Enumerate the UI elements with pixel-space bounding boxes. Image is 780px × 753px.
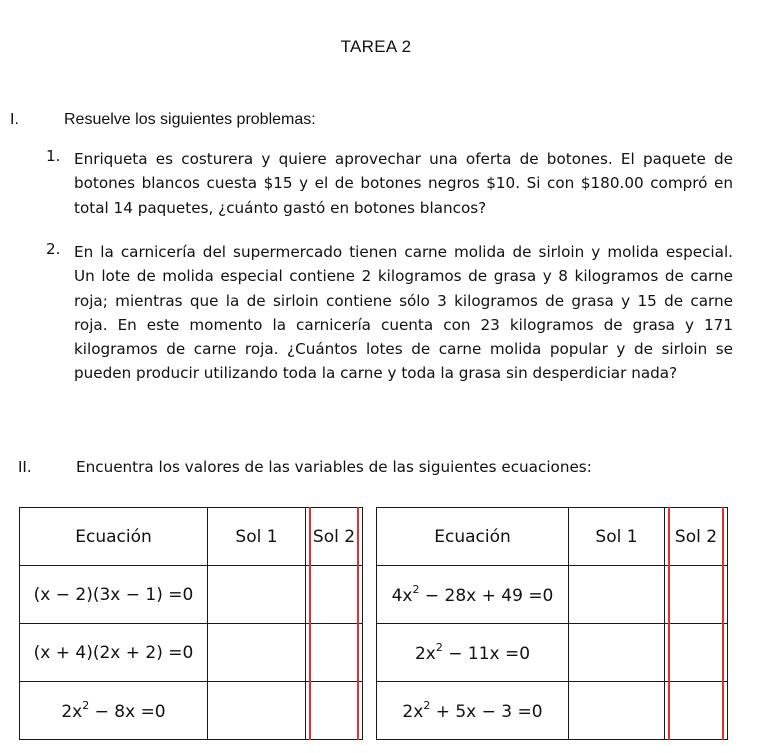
sol1-cell[interactable] xyxy=(208,566,306,624)
equation-cell: (x − 2)(3x − 1) =0 xyxy=(20,566,208,624)
sol2-cell[interactable] xyxy=(306,682,363,740)
header-sol2: Sol 2 xyxy=(665,508,728,566)
table-row xyxy=(377,682,728,740)
equation-cell: (x + 4)(2x + 2) =0 xyxy=(20,624,208,682)
page-title: TAREA 2 xyxy=(340,37,412,56)
sol2-cell[interactable] xyxy=(665,566,728,624)
table-header-row xyxy=(20,508,363,566)
sol2-cell[interactable] xyxy=(306,624,363,682)
problem-1-number: 1. xyxy=(46,147,61,165)
header-equation: Ecuación xyxy=(377,508,569,566)
table-row xyxy=(377,566,728,624)
sol1-cell[interactable] xyxy=(208,682,306,740)
equation-cell: $2x^2 - 8x =0$ xyxy=(20,682,208,740)
problem-2-text xyxy=(74,240,733,386)
problem-1-line: Enriqueta es costurera y quiere aprovechar una oferta de botones. El paquete de xyxy=(74,150,733,168)
problem-2-line: roja. En este momento la carnicería cuenta con 23 kilogramos de grasa y 171 xyxy=(74,315,733,334)
equations-table-left xyxy=(19,507,363,740)
sol2-cell[interactable] xyxy=(306,566,363,624)
equation-cell: $4x^2 - 28x + 49 =0$ xyxy=(377,566,569,624)
header-equation: Ecuación xyxy=(20,508,208,566)
equations-table-right xyxy=(376,507,728,740)
header-sol1: Sol 1 xyxy=(569,508,665,566)
table-row xyxy=(20,682,363,740)
header-sol1: Sol 1 xyxy=(208,508,306,566)
sol1-cell[interactable] xyxy=(569,624,665,682)
sol1-cell[interactable] xyxy=(208,624,306,682)
problem-2-line: En la carnicería del supermercado tienen carne molida de sirloin y molida especial. xyxy=(74,243,733,261)
problem-2-line: Un lote de molida especial contiene 2 kilogramos de grasa y 8 kilogramos de carne xyxy=(74,267,733,286)
table-row xyxy=(20,566,363,624)
problem-2-line: pueden producir utilizando toda la carne y toda la grasa sin desperdiciar nada? xyxy=(74,364,678,383)
equation-cell: $2x^2 - 11x =0$ xyxy=(377,624,569,682)
header-sol2: Sol 2 xyxy=(306,508,363,566)
section-2-number: II. xyxy=(18,458,32,476)
problem-2-line: kilogramos de carne roja. ¿Cuántos lotes de carne molida popular y de sirloin se xyxy=(74,340,733,359)
table-row xyxy=(20,624,363,682)
equation-cell: $2x^2 + 5x - 3 =0$ xyxy=(377,682,569,740)
section-2-heading: Encuentra los valores de las variables de las siguientes ecuaciones: xyxy=(76,458,592,476)
problem-2-line: roja; mientras que la de sirloin contiene sólo 3 kilogramos de grasa y 15 de carne xyxy=(74,291,733,310)
section-1-number: I. xyxy=(10,111,19,128)
problem-1-line: botones blancos cuesta $15 y el de botones negros $10. Si con $180.00 compró en xyxy=(74,174,733,193)
sol1-cell[interactable] xyxy=(569,682,665,740)
table-header-row xyxy=(377,508,728,566)
table-row xyxy=(377,624,728,682)
section-1-heading: Resuelve los siguientes problemas: xyxy=(64,111,316,128)
problem-2-number: 2. xyxy=(46,240,61,258)
sol2-cell[interactable] xyxy=(665,624,728,682)
problem-1-text xyxy=(74,147,733,220)
sol2-cell[interactable] xyxy=(665,682,728,740)
sol1-cell[interactable] xyxy=(569,566,665,624)
problem-1-line: total 14 paquetes, ¿cuánto gastó en botones blancos? xyxy=(74,198,487,217)
